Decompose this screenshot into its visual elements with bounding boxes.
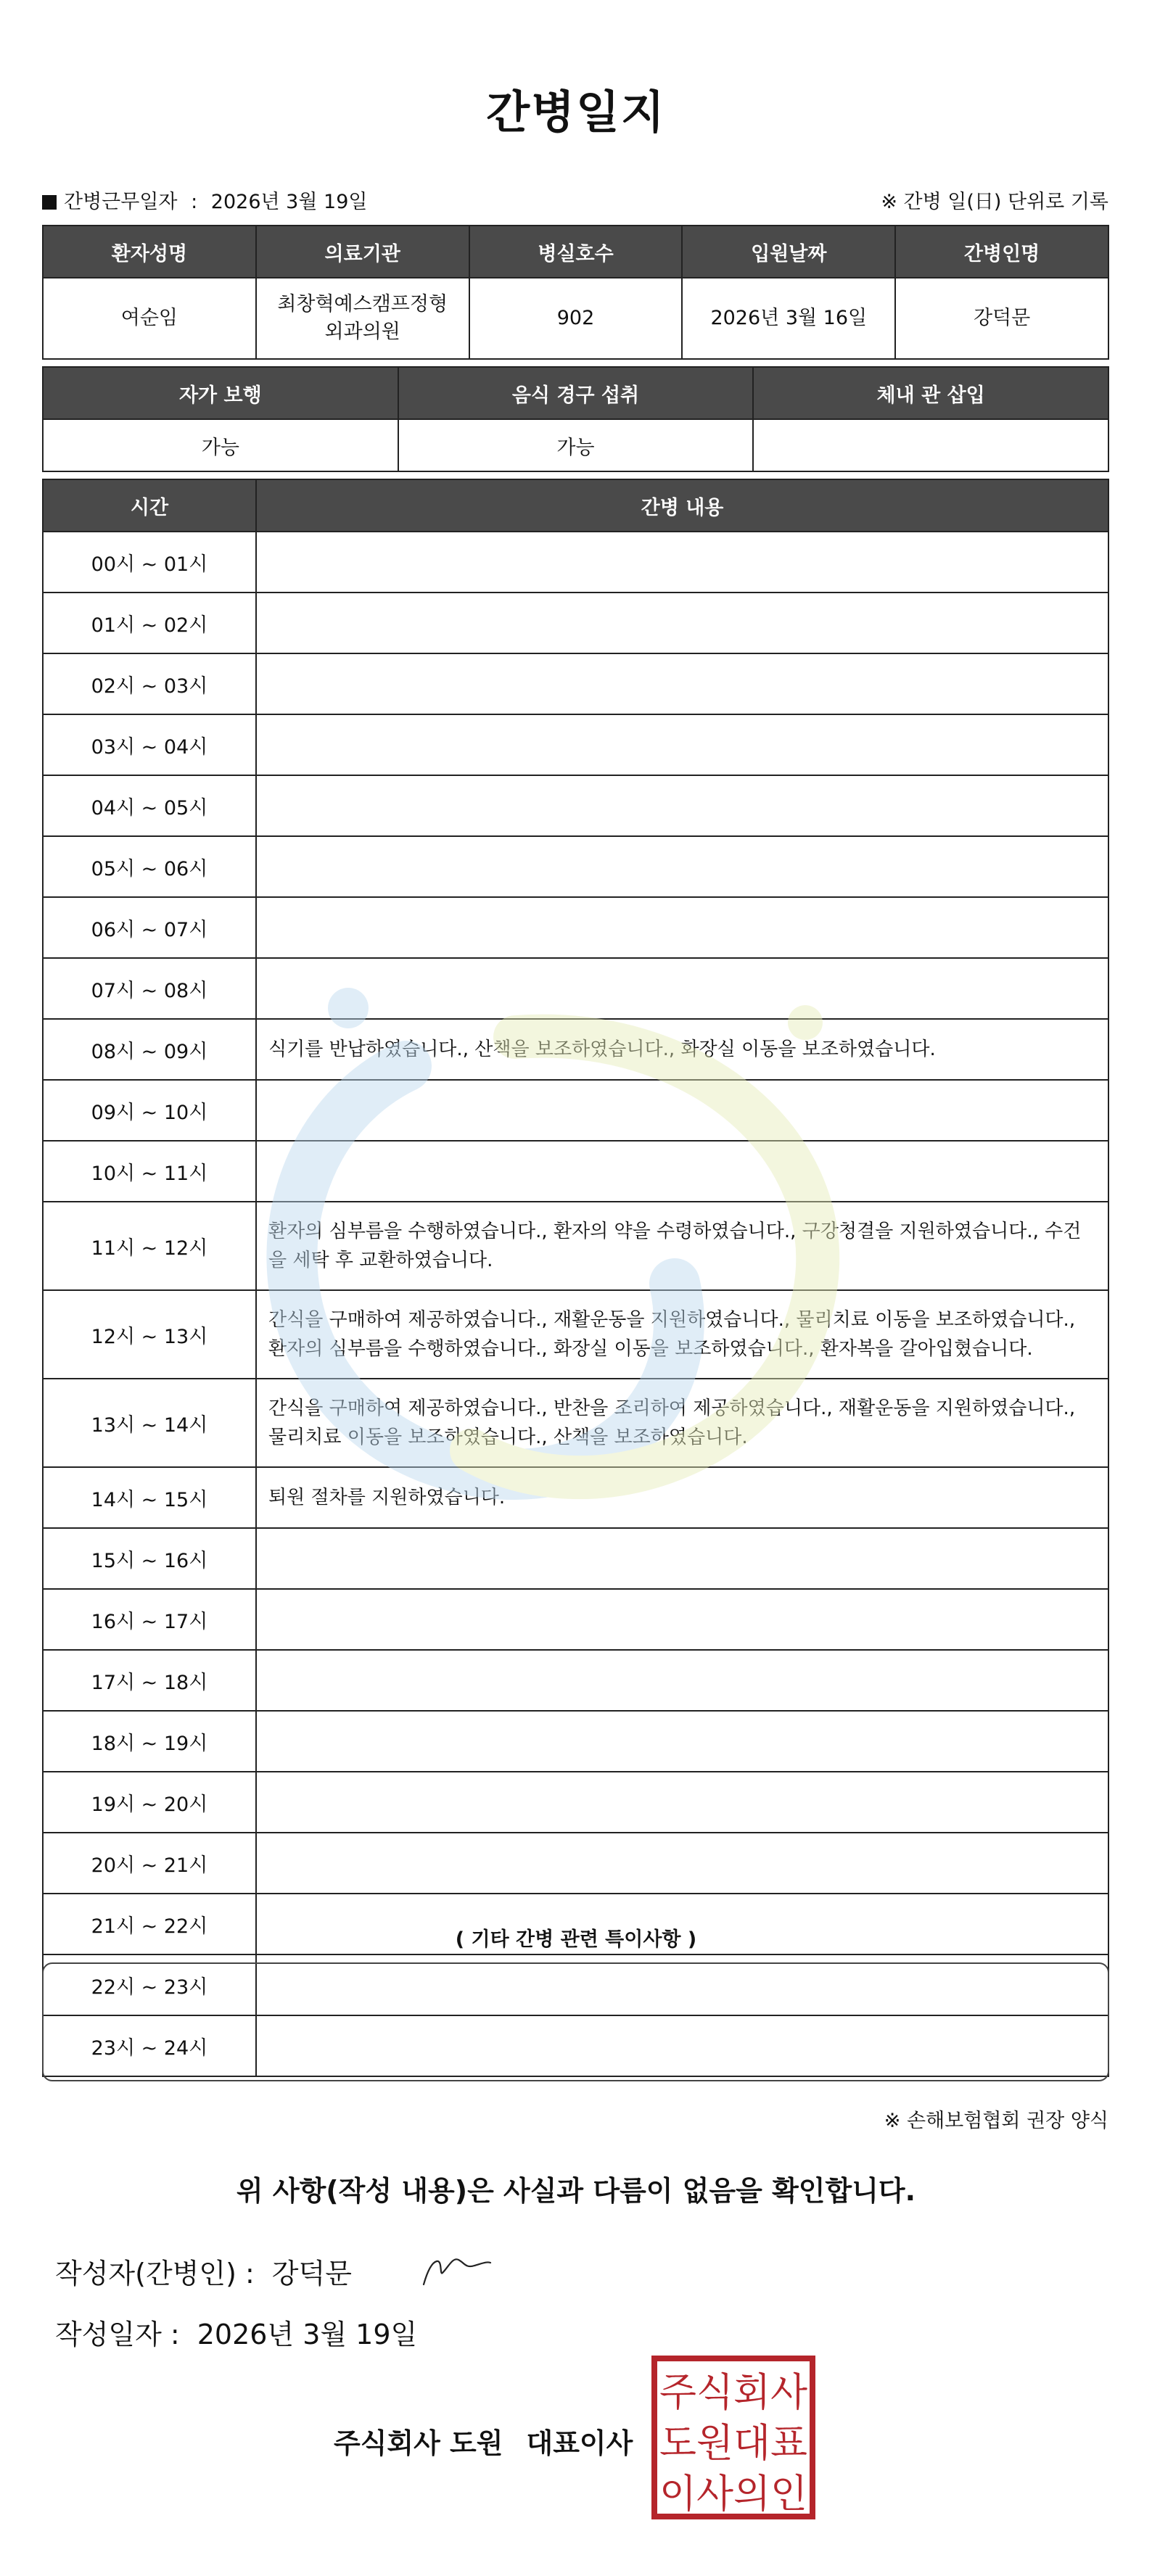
seal-line-3: 이사의인 [659, 2471, 807, 2517]
care-content [256, 1711, 1108, 1772]
written-date-value: 2026년 3월 19일 [197, 2319, 418, 2350]
care-content [256, 958, 1108, 1019]
care-content [256, 714, 1108, 775]
care-content [256, 1141, 1108, 1202]
company-name: 주식회사 도원 [334, 2427, 503, 2459]
time-slot: 16시 ~ 17시 [43, 1589, 256, 1650]
header-admission-date: 입원날짜 [682, 226, 895, 278]
self-walking-value: 가능 [43, 419, 398, 471]
work-date-separator: : [191, 191, 198, 213]
patient-status-table [42, 366, 1109, 472]
care-log-table [42, 479, 1109, 2077]
work-date-value: 2026년 3월 19일 [210, 191, 368, 213]
time-slot: 13시 ~ 14시 [43, 1379, 256, 1467]
table-row [43, 1379, 1108, 1467]
table-row [43, 1080, 1108, 1141]
care-content [256, 1528, 1108, 1589]
care-content: 환자의 심부름을 수행하였습니다., 환자의 약을 수령하였습니다., 구강청결을 지원하였습니다., 수건을 세탁 후 교환하였습니다. [256, 1202, 1108, 1290]
hospital-name: 최창혁예스캠프정형외과의원 [256, 278, 469, 359]
time-slot: 14시 ~ 15시 [43, 1467, 256, 1528]
written-date-line [55, 2312, 417, 2352]
care-content [256, 1833, 1108, 1894]
signature-icon [421, 2247, 493, 2290]
time-slot: 20시 ~ 21시 [43, 1833, 256, 1894]
time-slot: 18시 ~ 19시 [43, 1711, 256, 1772]
table-row [43, 1711, 1108, 1772]
table-row [43, 836, 1108, 897]
seal-line-1: 주식회사 [659, 2369, 807, 2415]
header-hospital: 의료기관 [256, 226, 469, 278]
tube-insertion-value [753, 419, 1108, 471]
writer-line [55, 2251, 352, 2291]
remarks-box [42, 1962, 1109, 2081]
table-row [43, 532, 1108, 593]
header-patient-name: 환자성명 [43, 226, 256, 278]
written-date-label: 작성일자 : [55, 2319, 180, 2350]
table-row [43, 1772, 1108, 1833]
care-content [256, 1080, 1108, 1141]
header-oral-intake: 음식 경구 섭취 [398, 367, 754, 419]
table-row [43, 1019, 1108, 1080]
time-slot: 10시 ~ 11시 [43, 1141, 256, 1202]
care-content: 간식을 구매하여 제공하였습니다., 재활운동을 지원하였습니다., 물리치료 이동을 보조하였습니다., 환자의 심부름을 수행하였습니다., 화장실 이동을 보조하였습니다., 환자복을 갈아입혔습니다. [256, 1290, 1108, 1379]
company-seal-icon [651, 2355, 816, 2520]
unit-note: ※ 간병 일(日) 단위로 기록 [881, 191, 1108, 213]
care-content [256, 532, 1108, 593]
document-title: 간병일지 [486, 86, 666, 139]
time-slot: 04시 ~ 05시 [43, 775, 256, 836]
table-row [43, 593, 1108, 653]
seal-line-2: 도원대표 [659, 2420, 807, 2466]
black-square-icon [42, 195, 57, 210]
time-slot: 02시 ~ 03시 [43, 653, 256, 714]
time-slot: 23시 ~ 24시 [43, 2015, 256, 2076]
representative-title: 대표이사 [526, 2427, 633, 2459]
table-row [43, 1589, 1108, 1650]
work-date-line [42, 186, 367, 214]
table-row [43, 1202, 1108, 1290]
table-row [43, 897, 1108, 958]
care-content: 퇴원 절차를 지원하였습니다. [256, 1467, 1108, 1528]
table-row [43, 714, 1108, 775]
room-number: 902 [469, 278, 683, 359]
work-date-label: 간병근무일자 [64, 191, 178, 213]
table-row [43, 653, 1108, 714]
time-slot: 03시 ~ 04시 [43, 714, 256, 775]
care-content [256, 1650, 1108, 1711]
time-slot: 05시 ~ 06시 [43, 836, 256, 897]
confirmation-statement: 위 사항(작성 내용)은 사실과 다름이 없음을 확인합니다. [236, 2175, 916, 2207]
header-care-content: 간병 내용 [256, 479, 1108, 532]
table-row [43, 1467, 1108, 1528]
remarks-label: ( 기타 간병 관련 특이사항 ) [455, 1928, 697, 1951]
table-row [43, 1528, 1108, 1589]
time-slot: 07시 ~ 08시 [43, 958, 256, 1019]
header-caregiver-name: 간병인명 [895, 226, 1108, 278]
care-content: 간식을 구매하여 제공하였습니다., 반찬을 조리하여 제공하였습니다., 재활운동을 지원하였습니다., 물리치료 이동을 보조하였습니다., 산책을 보조하였습니다. [256, 1379, 1108, 1467]
care-content [256, 1589, 1108, 1650]
care-content [256, 593, 1108, 653]
time-slot: 15시 ~ 16시 [43, 1528, 256, 1589]
time-slot: 06시 ~ 07시 [43, 897, 256, 958]
oral-intake-value: 가능 [398, 419, 754, 471]
writer-name: 강덕문 [271, 2258, 352, 2290]
time-slot: 08시 ~ 09시 [43, 1019, 256, 1080]
time-slot: 21시 ~ 22시 [43, 1894, 256, 1954]
care-content [256, 775, 1108, 836]
table-row [43, 1141, 1108, 1202]
time-slot: 17시 ~ 18시 [43, 1650, 256, 1711]
table-row [43, 958, 1108, 1019]
time-slot: 01시 ~ 02시 [43, 593, 256, 653]
time-slot: 19시 ~ 20시 [43, 1772, 256, 1833]
time-slot: 11시 ~ 12시 [43, 1202, 256, 1290]
care-content: 식기를 반납하였습니다., 산책을 보조하였습니다., 화장실 이동을 보조하였습니다. [256, 1019, 1108, 1080]
table-row [43, 1833, 1108, 1894]
header-self-walking: 자가 보행 [43, 367, 398, 419]
time-slot: 22시 ~ 23시 [43, 1954, 256, 2015]
care-content [256, 1772, 1108, 1833]
care-content [256, 897, 1108, 958]
caregiver-name: 강덕문 [895, 278, 1108, 359]
patient-info-table [42, 225, 1109, 360]
header-room-number: 병실호수 [469, 226, 683, 278]
header-tube-insertion: 체내 관 삽입 [753, 367, 1108, 419]
patient-name: 여순임 [43, 278, 256, 359]
care-content [256, 836, 1108, 897]
header-time: 시간 [43, 479, 256, 532]
table-row [43, 1290, 1108, 1379]
time-slot: 09시 ~ 10시 [43, 1080, 256, 1141]
form-note: ※ 손해보험협회 권장 양식 [884, 2110, 1108, 2132]
time-slot: 00시 ~ 01시 [43, 532, 256, 593]
time-slot: 12시 ~ 13시 [43, 1290, 256, 1379]
care-content [256, 653, 1108, 714]
writer-label: 작성자(간병인) : [55, 2258, 255, 2290]
admission-date: 2026년 3월 16일 [682, 278, 895, 359]
table-row [43, 775, 1108, 836]
table-row [43, 1650, 1108, 1711]
company-line [334, 2421, 633, 2461]
